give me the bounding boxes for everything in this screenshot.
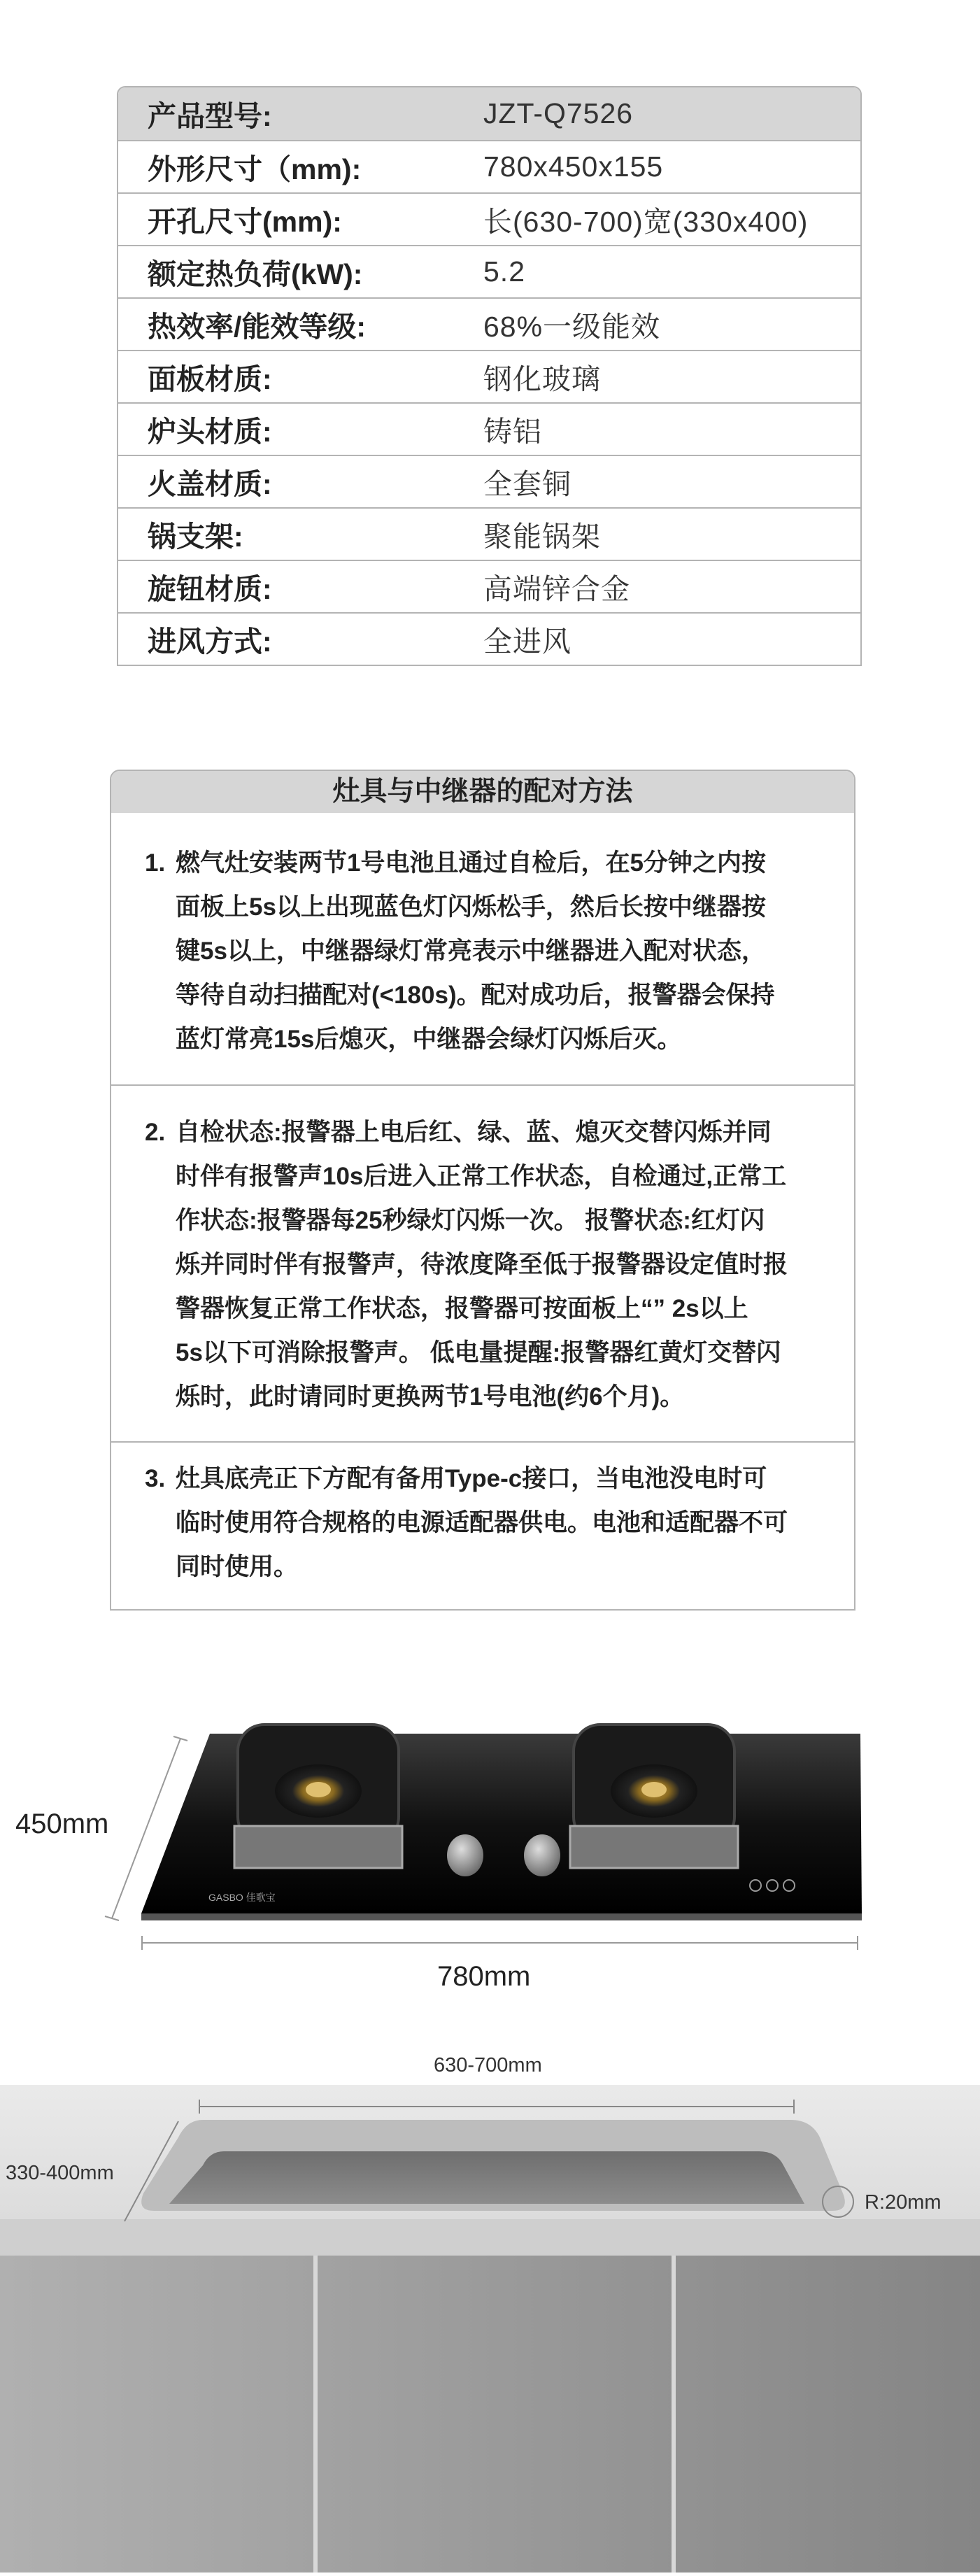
cutout-width-label: 330-400mm <box>6 2162 114 2184</box>
pairing-step-1 <box>111 841 854 1061</box>
step-number: 1. <box>145 849 166 877</box>
step-line: 同时使用。 <box>176 1553 299 1580</box>
pairing-step-2 <box>111 1110 854 1419</box>
spec-label: 火盖材质: <box>148 468 272 500</box>
step-text <box>176 1457 830 1589</box>
step-line: 燃气灶安装两节1号电池且通过自检后，在5分钟之内按 <box>176 849 766 877</box>
spec-label: 旋钮材质: <box>148 573 272 605</box>
spec-label: 额定热负荷(kW): <box>148 258 363 290</box>
spec-label: 热效率/能效等级: <box>148 311 367 343</box>
step-divider <box>111 1084 854 1086</box>
step-text <box>176 1110 830 1419</box>
cutout-illustration <box>0 2043 980 2573</box>
width-dimension-label: 780mm <box>437 1961 531 1992</box>
spec-value: 钢化玻璃 <box>483 363 601 395</box>
spec-label: 产品型号: <box>148 100 272 132</box>
brand-logo-text: GASBO 佳歌宝 <box>208 1892 276 1903</box>
spec-label: 炉头材质: <box>148 416 272 448</box>
pairing-title: 灶具与中继器的配对方法 <box>111 771 854 813</box>
spec-row <box>118 402 860 455</box>
spec-label: 锅支架: <box>148 521 243 553</box>
cutout-length-label: 630-700mm <box>434 2054 542 2076</box>
spec-row <box>118 245 860 297</box>
pairing-instructions <box>110 770 855 1611</box>
spec-row <box>118 192 860 245</box>
corner-radius-label: R:20mm <box>865 2191 942 2214</box>
spec-row <box>118 560 860 612</box>
spec-value: 68%一级能效 <box>483 311 661 343</box>
spec-row <box>118 297 860 350</box>
spec-label: 开孔尺寸(mm): <box>148 206 342 238</box>
step-number: 2. <box>145 1119 166 1146</box>
spec-value: 全套铜 <box>483 468 571 500</box>
spec-row <box>118 87 860 140</box>
spec-label: 外形尺寸（mm): <box>148 153 362 185</box>
spec-label: 面板材质: <box>148 363 272 395</box>
step-number: 3. <box>145 1465 166 1492</box>
spec-value: 铸铝 <box>483 416 542 448</box>
spec-row <box>118 612 860 665</box>
spec-value: 聚能锅架 <box>483 521 601 553</box>
step-line: 时伴有报警声10s后进入正常工作状态，自检通过,正常工 <box>176 1163 787 1190</box>
step-line: 警器恢复正常工作状态，报警器可按面板上“” 2s以上 <box>176 1295 748 1322</box>
spec-label: 进风方式: <box>148 625 272 658</box>
step-line: 临时使用符合规格的电源适配器供电。电池和适配器不可 <box>176 1509 788 1536</box>
spec-value: 5.2 <box>483 255 525 288</box>
step-line: 烁并同时伴有报警声，待浓度降至低于报警器设定值时报 <box>176 1251 788 1278</box>
spec-table <box>117 86 862 666</box>
cutout-dimension-figure <box>0 2043 980 2573</box>
step-line: 等待自动扫描配对(<180s)。配对成功后，报警器会保持 <box>176 982 775 1009</box>
step-divider <box>111 1441 854 1443</box>
step-line: 蓝灯常亮15s后熄灭，中继器会绿灯闪烁后灭。 <box>176 1026 682 1053</box>
step-line: 面板上5s以上出现蓝色灯闪烁松手，然后长按中继器按 <box>176 893 766 921</box>
spec-value: 长(630-700)宽(330x400) <box>483 206 809 238</box>
step-line: 键5s以上，中继器绿灯常亮表示中继器进入配对状态， <box>176 937 766 965</box>
spec-row <box>118 140 860 192</box>
spec-value: 高端锌合金 <box>483 573 630 605</box>
depth-dimension-label: 450mm <box>15 1809 109 1839</box>
step-line: 自检状态:报警器上电后红、绿、蓝、熄灭交替闪烁并同 <box>176 1119 772 1146</box>
spec-value: 780x450x155 <box>483 150 664 183</box>
pairing-step-3 <box>111 1457 854 1589</box>
spec-value: JZT-Q7526 <box>483 97 634 129</box>
step-text <box>176 841 830 1061</box>
step-line: 作状态:报警器每25秒绿灯闪烁一次。 报警状态:红灯闪 <box>176 1207 765 1234</box>
spec-row <box>118 455 860 507</box>
spec-row <box>118 350 860 402</box>
cooktop-dimension-figure <box>0 1707 980 2022</box>
step-line: 灶具底壳正下方配有备用Type-c接口，当电池没电时可 <box>176 1465 767 1492</box>
step-line: 5s以下可消除报警声。 低电量提醒:报警器红黄灯交替闪 <box>176 1339 781 1366</box>
step-line: 烁时，此时请同时更换两节1号电池(约6个月)。 <box>176 1383 685 1410</box>
spec-row <box>118 507 860 560</box>
spec-value: 全进风 <box>483 625 571 658</box>
